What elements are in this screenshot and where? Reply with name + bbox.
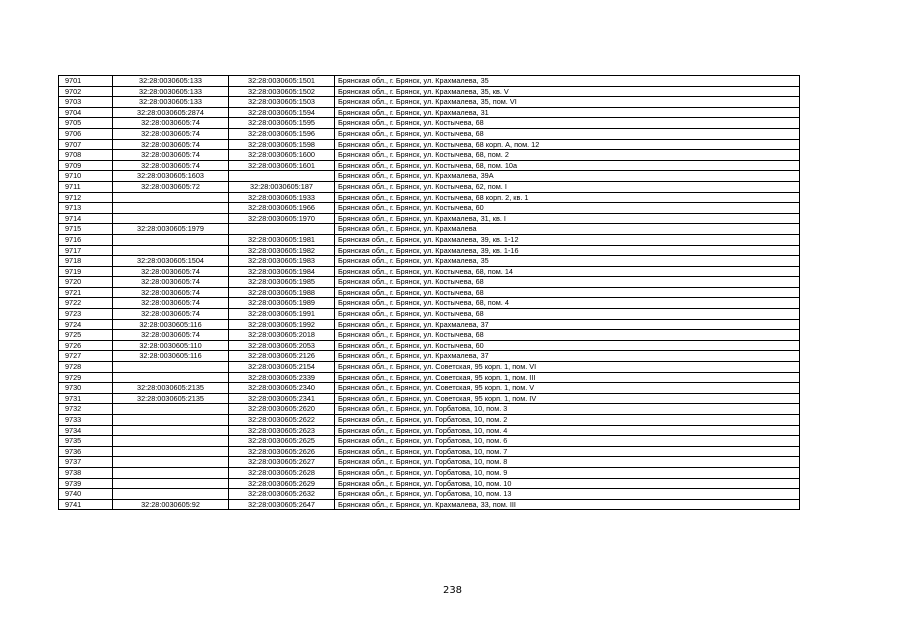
address-cell: Брянская обл., г. Брянск, ул. Костычева, 68 bbox=[335, 118, 800, 129]
land-cadastral-number-cell bbox=[113, 478, 229, 489]
address-cell: Брянская обл., г. Брянск, ул. Крахмалева, 39, кв. 1-12 bbox=[335, 234, 800, 245]
address-cell: Брянская обл., г. Брянск, ул. Костычева, 68 bbox=[335, 309, 800, 320]
address-cell: Брянская обл., г. Брянск, ул. Крахмалева, 35 bbox=[335, 256, 800, 267]
table-row bbox=[59, 499, 800, 510]
address-cell: Брянская обл., г. Брянск, ул. Костычева, 68, пом. 2 bbox=[335, 150, 800, 161]
object-cadastral-number-cell: 32:28:0030605:2339 bbox=[229, 372, 335, 383]
table-row bbox=[59, 76, 800, 87]
address-cell: Брянская обл., г. Брянск, ул. Крахмалева, 31, кв. I bbox=[335, 213, 800, 224]
land-cadastral-number-cell: 32:28:0030605:74 bbox=[113, 309, 229, 320]
address-cell: Брянская обл., г. Брянск, ул. Крахмалева, 35, пом. VI bbox=[335, 97, 800, 108]
row-number-cell: 9705 bbox=[59, 118, 113, 129]
object-cadastral-number-cell: 32:28:0030605:2647 bbox=[229, 499, 335, 510]
table-row bbox=[59, 150, 800, 161]
land-cadastral-number-cell bbox=[113, 489, 229, 500]
row-number-cell: 9720 bbox=[59, 277, 113, 288]
row-number-cell: 9732 bbox=[59, 404, 113, 415]
table-row bbox=[59, 489, 800, 500]
table-row bbox=[59, 245, 800, 256]
address-cell: Брянская обл., г. Брянск, ул. Горбатова, 10, пом. 3 bbox=[335, 404, 800, 415]
table-row bbox=[59, 393, 800, 404]
object-cadastral-number-cell bbox=[229, 224, 335, 235]
land-cadastral-number-cell: 32:28:0030605:74 bbox=[113, 330, 229, 341]
address-cell: Брянская обл., г. Брянск, ул. Крахмалева bbox=[335, 224, 800, 235]
land-cadastral-number-cell: 32:28:0030605:1603 bbox=[113, 171, 229, 182]
land-cadastral-number-cell bbox=[113, 415, 229, 426]
object-cadastral-number-cell: 32:28:0030605:1970 bbox=[229, 213, 335, 224]
address-cell: Брянская обл., г. Брянск, ул. Крахмалева, 39, кв. 1-16 bbox=[335, 245, 800, 256]
land-cadastral-number-cell: 32:28:0030605:116 bbox=[113, 351, 229, 362]
address-cell: Брянская обл., г. Брянск, ул. Горбатова, 10, пом. 6 bbox=[335, 436, 800, 447]
object-cadastral-number-cell: 32:28:0030605:2341 bbox=[229, 393, 335, 404]
land-cadastral-number-cell: 32:28:0030605:133 bbox=[113, 76, 229, 87]
address-cell: Брянская обл., г. Брянск, ул. Горбатова, 10, пом. 4 bbox=[335, 425, 800, 436]
land-cadastral-number-cell bbox=[113, 245, 229, 256]
address-cell: Брянская обл., г. Брянск, ул. Крахмалева, 39А bbox=[335, 171, 800, 182]
address-cell: Брянская обл., г. Брянск, ул. Костычева, 68, пом. 10а bbox=[335, 160, 800, 171]
land-cadastral-number-cell: 32:28:0030605:72 bbox=[113, 181, 229, 192]
table-row bbox=[59, 139, 800, 150]
object-cadastral-number-cell: 32:28:0030605:2620 bbox=[229, 404, 335, 415]
object-cadastral-number-cell: 32:28:0030605:1598 bbox=[229, 139, 335, 150]
table-row bbox=[59, 128, 800, 139]
object-cadastral-number-cell: 32:28:0030605:187 bbox=[229, 181, 335, 192]
address-cell: Брянская обл., г. Брянск, ул. Костычева, 60 bbox=[335, 340, 800, 351]
row-number-cell: 9703 bbox=[59, 97, 113, 108]
row-number-cell: 9734 bbox=[59, 425, 113, 436]
row-number-cell: 9731 bbox=[59, 393, 113, 404]
table-row bbox=[59, 160, 800, 171]
object-cadastral-number-cell: 32:28:0030605:2629 bbox=[229, 478, 335, 489]
address-cell: Брянская обл., г. Брянск, ул. Крахмалева, 31 bbox=[335, 107, 800, 118]
row-number-cell: 9706 bbox=[59, 128, 113, 139]
address-cell: Брянская обл., г. Брянск, ул. Советская, 95 корп. 1, пом. VI bbox=[335, 362, 800, 373]
land-cadastral-number-cell bbox=[113, 446, 229, 457]
address-cell: Брянская обл., г. Брянск, ул. Костычева, 68 bbox=[335, 330, 800, 341]
row-number-cell: 9723 bbox=[59, 309, 113, 320]
table-row bbox=[59, 415, 800, 426]
land-cadastral-number-cell: 32:28:0030605:2874 bbox=[113, 107, 229, 118]
object-cadastral-number-cell: 32:28:0030605:2126 bbox=[229, 351, 335, 362]
table-row bbox=[59, 234, 800, 245]
table-row bbox=[59, 118, 800, 129]
land-cadastral-number-cell: 32:28:0030605:74 bbox=[113, 266, 229, 277]
address-cell: Брянская обл., г. Брянск, ул. Советская, 95 корп. 1, пом. III bbox=[335, 372, 800, 383]
address-cell: Брянская обл., г. Брянск, ул. Костычева, 68 корп. А, пом. 12 bbox=[335, 139, 800, 150]
object-cadastral-number-cell: 32:28:0030605:2627 bbox=[229, 457, 335, 468]
object-cadastral-number-cell: 32:28:0030605:1982 bbox=[229, 245, 335, 256]
land-cadastral-number-cell bbox=[113, 372, 229, 383]
land-cadastral-number-cell: 32:28:0030605:74 bbox=[113, 160, 229, 171]
table-row bbox=[59, 277, 800, 288]
table-row bbox=[59, 192, 800, 203]
land-cadastral-number-cell: 32:28:0030605:74 bbox=[113, 118, 229, 129]
row-number-cell: 9710 bbox=[59, 171, 113, 182]
table-row bbox=[59, 362, 800, 373]
row-number-cell: 9701 bbox=[59, 76, 113, 87]
address-cell: Брянская обл., г. Брянск, ул. Горбатова, 10, пом. 2 bbox=[335, 415, 800, 426]
land-cadastral-number-cell: 32:28:0030605:74 bbox=[113, 298, 229, 309]
address-cell: Брянская обл., г. Брянск, ул. Костычева, 62, пом. I bbox=[335, 181, 800, 192]
object-cadastral-number-cell: 32:28:0030605:1596 bbox=[229, 128, 335, 139]
address-cell: Брянская обл., г. Брянск, ул. Костычева, 60 bbox=[335, 203, 800, 214]
row-number-cell: 9739 bbox=[59, 478, 113, 489]
table-row bbox=[59, 457, 800, 468]
land-cadastral-number-cell: 32:28:0030605:116 bbox=[113, 319, 229, 330]
land-cadastral-number-cell bbox=[113, 192, 229, 203]
land-cadastral-number-cell bbox=[113, 425, 229, 436]
address-cell: Брянская обл., г. Брянск, ул. Горбатова, 10, пом. 10 bbox=[335, 478, 800, 489]
row-number-cell: 9724 bbox=[59, 319, 113, 330]
table-row bbox=[59, 372, 800, 383]
object-cadastral-number-cell: 32:28:0030605:1502 bbox=[229, 86, 335, 97]
object-cadastral-number-cell: 32:28:0030605:1983 bbox=[229, 256, 335, 267]
object-cadastral-number-cell: 32:28:0030605:2154 bbox=[229, 362, 335, 373]
land-cadastral-number-cell bbox=[113, 436, 229, 447]
table-row bbox=[59, 224, 800, 235]
land-cadastral-number-cell bbox=[113, 203, 229, 214]
land-cadastral-number-cell: 32:28:0030605:74 bbox=[113, 139, 229, 150]
land-cadastral-number-cell: 32:28:0030605:74 bbox=[113, 277, 229, 288]
land-cadastral-number-cell bbox=[113, 234, 229, 245]
page-number: 238 bbox=[442, 585, 463, 596]
table-row bbox=[59, 425, 800, 436]
table-row bbox=[59, 340, 800, 351]
table-body bbox=[59, 76, 800, 510]
row-number-cell: 9727 bbox=[59, 351, 113, 362]
object-cadastral-number-cell: 32:28:0030605:1985 bbox=[229, 277, 335, 288]
table-row bbox=[59, 436, 800, 447]
table-row bbox=[59, 330, 800, 341]
address-cell: Брянская обл., г. Брянск, ул. Костычева, 68, пом. 14 bbox=[335, 266, 800, 277]
row-number-cell: 9741 bbox=[59, 499, 113, 510]
address-cell: Брянская обл., г. Брянск, ул. Крахмалева, 35 bbox=[335, 76, 800, 87]
table-row bbox=[59, 266, 800, 277]
address-cell: Брянская обл., г. Брянск, ул. Крахмалева, 37 bbox=[335, 319, 800, 330]
table-row bbox=[59, 213, 800, 224]
object-cadastral-number-cell: 32:28:0030605:2622 bbox=[229, 415, 335, 426]
row-number-cell: 9737 bbox=[59, 457, 113, 468]
row-number-cell: 9714 bbox=[59, 213, 113, 224]
object-cadastral-number-cell: 32:28:0030605:2626 bbox=[229, 446, 335, 457]
object-cadastral-number-cell bbox=[229, 171, 335, 182]
land-cadastral-number-cell: 32:28:0030605:74 bbox=[113, 150, 229, 161]
object-cadastral-number-cell: 32:28:0030605:1988 bbox=[229, 287, 335, 298]
table-row bbox=[59, 287, 800, 298]
row-number-cell: 9711 bbox=[59, 181, 113, 192]
object-cadastral-number-cell: 32:28:0030605:1966 bbox=[229, 203, 335, 214]
table-row bbox=[59, 203, 800, 214]
object-cadastral-number-cell: 32:28:0030605:1595 bbox=[229, 118, 335, 129]
row-number-cell: 9721 bbox=[59, 287, 113, 298]
row-number-cell: 9712 bbox=[59, 192, 113, 203]
object-cadastral-number-cell: 32:28:0030605:1992 bbox=[229, 319, 335, 330]
land-cadastral-number-cell: 32:28:0030605:74 bbox=[113, 128, 229, 139]
object-cadastral-number-cell: 32:28:0030605:2340 bbox=[229, 383, 335, 394]
address-cell: Брянская обл., г. Брянск, ул. Крахмалева, 33, пом. III bbox=[335, 499, 800, 510]
land-cadastral-number-cell bbox=[113, 467, 229, 478]
row-number-cell: 9713 bbox=[59, 203, 113, 214]
land-cadastral-number-cell: 32:28:0030605:133 bbox=[113, 97, 229, 108]
row-number-cell: 9715 bbox=[59, 224, 113, 235]
land-cadastral-number-cell: 32:28:0030605:110 bbox=[113, 340, 229, 351]
table-row bbox=[59, 86, 800, 97]
table-row bbox=[59, 298, 800, 309]
row-number-cell: 9702 bbox=[59, 86, 113, 97]
address-cell: Брянская обл., г. Брянск, ул. Советская, 95 корп. 1, пом. V bbox=[335, 383, 800, 394]
object-cadastral-number-cell: 32:28:0030605:1989 bbox=[229, 298, 335, 309]
row-number-cell: 9733 bbox=[59, 415, 113, 426]
object-cadastral-number-cell: 32:28:0030605:1594 bbox=[229, 107, 335, 118]
address-cell: Брянская обл., г. Брянск, ул. Горбатова, 10, пом. 8 bbox=[335, 457, 800, 468]
land-cadastral-number-cell bbox=[113, 362, 229, 373]
address-cell: Брянская обл., г. Брянск, ул. Горбатова, 10, пом. 13 bbox=[335, 489, 800, 500]
row-number-cell: 9726 bbox=[59, 340, 113, 351]
table-row bbox=[59, 383, 800, 394]
row-number-cell: 9707 bbox=[59, 139, 113, 150]
object-cadastral-number-cell: 32:28:0030605:2018 bbox=[229, 330, 335, 341]
land-cadastral-number-cell bbox=[113, 404, 229, 415]
land-cadastral-number-cell: 32:28:0030605:133 bbox=[113, 86, 229, 97]
object-cadastral-number-cell: 32:28:0030605:2623 bbox=[229, 425, 335, 436]
table-row bbox=[59, 404, 800, 415]
row-number-cell: 9719 bbox=[59, 266, 113, 277]
address-cell: Брянская обл., г. Брянск, ул. Крахмалева, 37 bbox=[335, 351, 800, 362]
land-cadastral-number-cell: 32:28:0030605:2135 bbox=[113, 393, 229, 404]
row-number-cell: 9728 bbox=[59, 362, 113, 373]
row-number-cell: 9725 bbox=[59, 330, 113, 341]
object-cadastral-number-cell: 32:28:0030605:1503 bbox=[229, 97, 335, 108]
row-number-cell: 9716 bbox=[59, 234, 113, 245]
object-cadastral-number-cell: 32:28:0030605:1981 bbox=[229, 234, 335, 245]
table-row bbox=[59, 478, 800, 489]
table-row bbox=[59, 446, 800, 457]
row-number-cell: 9730 bbox=[59, 383, 113, 394]
address-cell: Брянская обл., г. Брянск, ул. Горбатова, 10, пом. 9 bbox=[335, 467, 800, 478]
row-number-cell: 9709 bbox=[59, 160, 113, 171]
object-cadastral-number-cell: 32:28:0030605:2625 bbox=[229, 436, 335, 447]
address-cell: Брянская обл., г. Брянск, ул. Костычева, 68 корп. 2, кв. 1 bbox=[335, 192, 800, 203]
table-row bbox=[59, 319, 800, 330]
table-row bbox=[59, 351, 800, 362]
row-number-cell: 9729 bbox=[59, 372, 113, 383]
land-cadastral-number-cell: 32:28:0030605:92 bbox=[113, 499, 229, 510]
land-cadastral-number-cell: 32:28:0030605:2135 bbox=[113, 383, 229, 394]
table-row bbox=[59, 309, 800, 320]
address-cell: Брянская обл., г. Брянск, ул. Костычева, 68, пом. 4 bbox=[335, 298, 800, 309]
land-cadastral-number-cell bbox=[113, 457, 229, 468]
land-cadastral-number-cell: 32:28:0030605:1979 bbox=[113, 224, 229, 235]
address-cell: Брянская обл., г. Брянск, ул. Советская, 95 корп. 1, пом. IV bbox=[335, 393, 800, 404]
row-number-cell: 9736 bbox=[59, 446, 113, 457]
object-cadastral-number-cell: 32:28:0030605:2053 bbox=[229, 340, 335, 351]
address-cell: Брянская обл., г. Брянск, ул. Костычева, 68 bbox=[335, 287, 800, 298]
address-cell: Брянская обл., г. Брянск, ул. Костычева, 68 bbox=[335, 128, 800, 139]
row-number-cell: 9738 bbox=[59, 467, 113, 478]
table-row bbox=[59, 97, 800, 108]
table-row bbox=[59, 256, 800, 267]
cadastral-table bbox=[58, 75, 800, 510]
object-cadastral-number-cell: 32:28:0030605:1991 bbox=[229, 309, 335, 320]
row-number-cell: 9740 bbox=[59, 489, 113, 500]
address-cell: Брянская обл., г. Брянск, ул. Крахмалева, 35, кв. V bbox=[335, 86, 800, 97]
object-cadastral-number-cell: 32:28:0030605:1600 bbox=[229, 150, 335, 161]
table-row bbox=[59, 467, 800, 478]
object-cadastral-number-cell: 32:28:0030605:1984 bbox=[229, 266, 335, 277]
row-number-cell: 9722 bbox=[59, 298, 113, 309]
row-number-cell: 9717 bbox=[59, 245, 113, 256]
row-number-cell: 9708 bbox=[59, 150, 113, 161]
object-cadastral-number-cell: 32:28:0030605:2632 bbox=[229, 489, 335, 500]
table-row bbox=[59, 171, 800, 182]
row-number-cell: 9735 bbox=[59, 436, 113, 447]
object-cadastral-number-cell: 32:28:0030605:1601 bbox=[229, 160, 335, 171]
row-number-cell: 9704 bbox=[59, 107, 113, 118]
table-row bbox=[59, 107, 800, 118]
object-cadastral-number-cell: 32:28:0030605:1501 bbox=[229, 76, 335, 87]
table-row bbox=[59, 181, 800, 192]
object-cadastral-number-cell: 32:28:0030605:2628 bbox=[229, 467, 335, 478]
row-number-cell: 9718 bbox=[59, 256, 113, 267]
address-cell: Брянская обл., г. Брянск, ул. Костычева, 68 bbox=[335, 277, 800, 288]
land-cadastral-number-cell: 32:28:0030605:1504 bbox=[113, 256, 229, 267]
land-cadastral-number-cell: 32:28:0030605:74 bbox=[113, 287, 229, 298]
land-cadastral-number-cell bbox=[113, 213, 229, 224]
object-cadastral-number-cell: 32:28:0030605:1933 bbox=[229, 192, 335, 203]
address-cell: Брянская обл., г. Брянск, ул. Горбатова, 10, пом. 7 bbox=[335, 446, 800, 457]
